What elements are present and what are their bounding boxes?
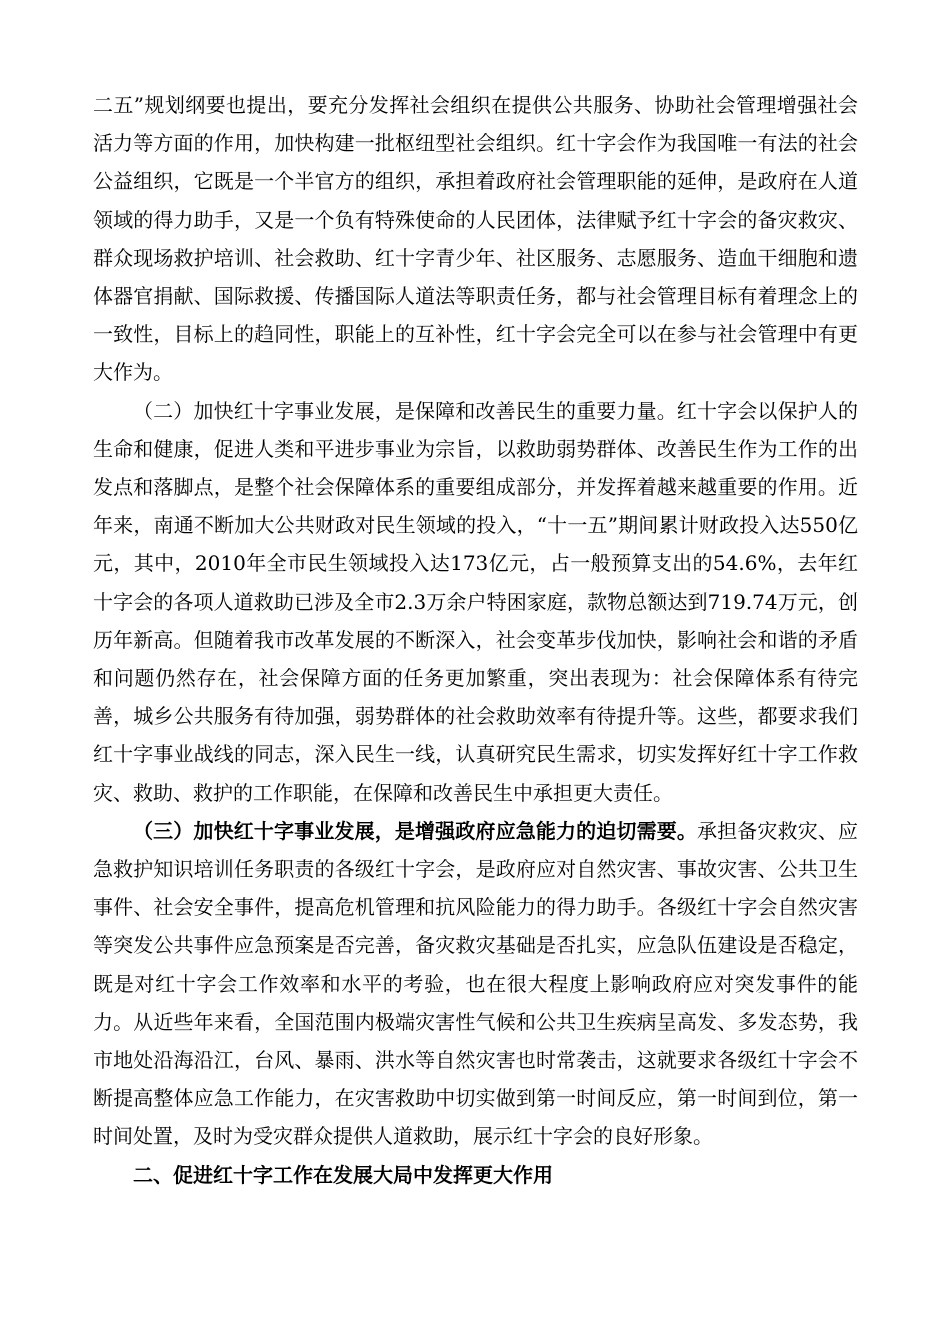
document-body (93, 86, 858, 1194)
paragraph-emergency-text: 承担备灾救灾、应急救护知识培训任务职责的各级红十字会，是政府应对自然灾害、事故灾害、公共卫生事件、社会安全事件，提高危机管理和抗风险能力的得力助手。各级红十字会自然灾害等突发公共事件应急预案是否完善，备灾救灾基础是否扎实，应急队伍建设是否稳定，既是对红十字会工作效率和水平的考验，也在很大程度上影响政府应对突发事件的能力。从近些年来看，全国范围内极端灾害性气候和公共卫生疾病呈高发、多发态势，我市地处沿海沿江，台风、暴雨、洪水等自然灾害也时常袭击，这就要求各级红十字会不断提高整体应急工作能力，在灾害救助中切实做到第一时间反应，第一时间到位，第一时间处置，及时为受灾群众提供人道救助，展示红十字会的良好形象。 (93, 818, 858, 1149)
section-heading: 二、促进红十字工作在发展大局中发挥更大作用 (133, 1162, 553, 1187)
paragraph-emergency-capacity (93, 812, 858, 1156)
paragraph-social-management: 二五”规划纲要也提出，要充分发挥社会组织在提供公共服务、协助社会管理增强社会活力等方面的作用，加快构建一批枢纽型社会组织。红十字会作为我国唯一有法的社会公益组织，它既是一个半官方的组织，承担着政府社会管理职能的延伸，是政府在人道领域的得力助手，又是一个负有特殊使命的人民团体，法律赋予红十字会的备灾救灾、群众现场救护培训、社会救助、红十字青少年、社区服务、志愿服务、造血干细胞和遗体器官捐献、国际救援、传播国际人道法等职责任务，都与社会管理目标有着理念上的一致性，目标上的趋同性，职能上的互补性，红十字会完全可以在参与社会管理中有更大作为。 (93, 93, 858, 385)
paragraph-emergency-lead: （三）加快红十字事业发展，是增强政府应急能力的迫切需要。 (133, 818, 697, 843)
paragraph-livelihood: （二）加快红十字事业发展，是保障和改善民生的重要力量。红十字会以保护人的生命和健康，促进人类和平进步事业为宗旨，以救助弱势群体、改善民生作为工作的出发点和落脚点，是整个社会保障体系的重要组成部分，并发挥着越来越重要的作用。近年来，南通不断加大公共财政对民生领域的投入，“十一五”期间累计财政投入达550亿元，其中，2010年全市民生领域投入达173亿元，占一般预算支出的54.6%，去年红十字会的各项人道救助已涉及全市2.3万余户特困家庭，款物总额达到719.74万元，创历年新高。但随着我市改革发展的不断深入，社会变革步伐加快，影响社会和谐的矛盾和问题仍然存在，社会保障方面的任务更加繁重，突出表现为：社会保障体系有待完善，城乡公共服务有待加强，弱势群体的社会救助效率有待提升等。这些，都要求我们红十字事业战线的同志，深入民生一线，认真研究民生需求，切实发挥好红十字工作救灾、救助、救护的工作职能，在保障和改善民生中承担更大责任。 (93, 398, 858, 805)
